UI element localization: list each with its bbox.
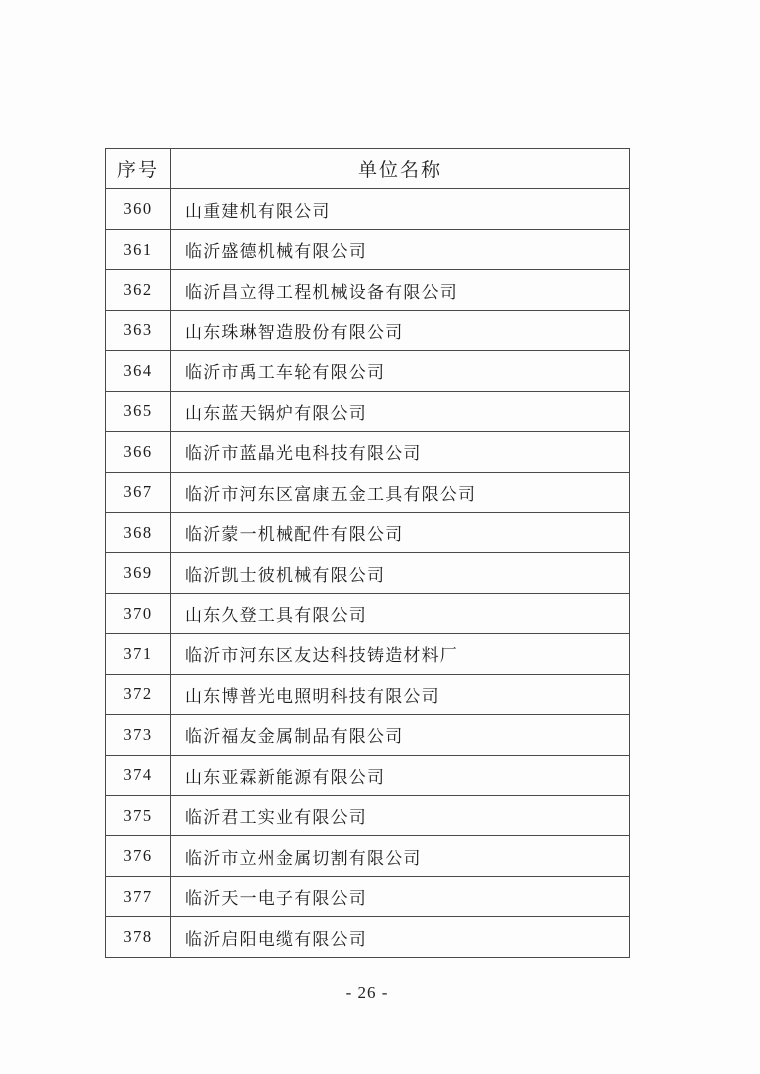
row-company-name: 临沂市禹工车轮有限公司 [171,351,630,391]
row-company-name: 临沂市立州金属切割有限公司 [171,836,630,876]
table-row [106,229,630,269]
row-company-name: 临沂凯士彼机械有限公司 [171,553,630,593]
row-company-name: 山东博普光电照明科技有限公司 [171,674,630,714]
row-serial-number: 364 [106,351,171,391]
table-row [106,310,630,350]
row-serial-number: 363 [106,310,171,350]
row-serial-number: 371 [106,634,171,674]
row-company-name: 临沂君工实业有限公司 [171,796,630,836]
table-row [106,917,630,957]
row-serial-number: 376 [106,836,171,876]
company-table-body [106,189,630,957]
row-company-name: 临沂昌立得工程机械设备有限公司 [171,270,630,310]
header-unit-name: 单位名称 [171,149,630,189]
table-row [106,553,630,593]
row-serial-number: 370 [106,593,171,633]
table-row [106,593,630,633]
row-serial-number: 362 [106,270,171,310]
row-serial-number: 361 [106,229,171,269]
row-company-name: 临沂市河东区富康五金工具有限公司 [171,472,630,512]
table-row [106,351,630,391]
row-serial-number: 375 [106,796,171,836]
table-row [106,796,630,836]
row-company-name: 临沂市河东区友达科技铸造材料厂 [171,634,630,674]
table-row [106,432,630,472]
table-row [106,189,630,229]
table-row [106,755,630,795]
row-company-name: 山东久登工具有限公司 [171,593,630,633]
row-company-name: 山重建机有限公司 [171,189,630,229]
company-table [105,148,630,958]
table-row [106,391,630,431]
row-company-name: 临沂启阳电缆有限公司 [171,917,630,957]
row-company-name: 临沂蒙一机械配件有限公司 [171,512,630,552]
table-row [106,512,630,552]
row-serial-number: 365 [106,391,171,431]
row-serial-number: 373 [106,715,171,755]
row-serial-number: 366 [106,432,171,472]
row-serial-number: 374 [106,755,171,795]
header-serial-number: 序号 [106,149,171,189]
table-header-row [106,149,630,189]
row-company-name: 临沂天一电子有限公司 [171,876,630,916]
table-row [106,876,630,916]
row-serial-number: 372 [106,674,171,714]
table-row [106,674,630,714]
table-row [106,715,630,755]
row-company-name: 临沂福友金属制品有限公司 [171,715,630,755]
row-company-name: 山东珠琳智造股份有限公司 [171,310,630,350]
row-company-name: 山东蓝天锅炉有限公司 [171,391,630,431]
row-serial-number: 377 [106,876,171,916]
row-company-name: 临沂市蓝晶光电科技有限公司 [171,432,630,472]
table-row [106,634,630,674]
row-serial-number: 360 [106,189,171,229]
page-number: - 26 - [345,983,389,1002]
row-serial-number: 368 [106,512,171,552]
table-row [106,472,630,512]
row-serial-number: 378 [106,917,171,957]
table-row [106,270,630,310]
row-company-name: 山东亚霖新能源有限公司 [171,755,630,795]
row-serial-number: 369 [106,553,171,593]
row-serial-number: 367 [106,472,171,512]
row-company-name: 临沂盛德机械有限公司 [171,229,630,269]
table-row [106,836,630,876]
